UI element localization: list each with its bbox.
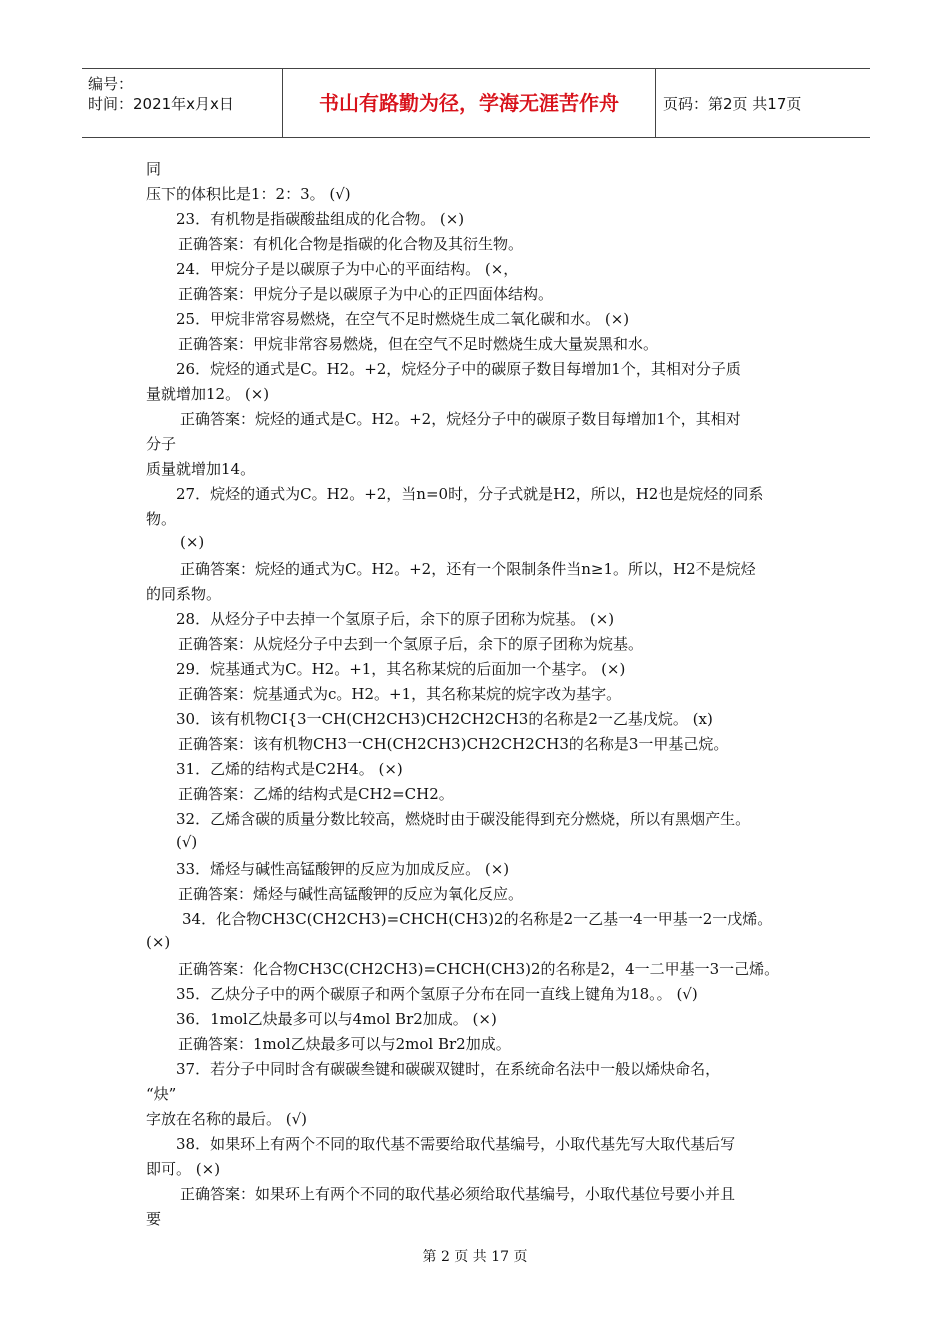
motto: 书山有路勤为径，学海无涯苦作舟 bbox=[283, 69, 656, 137]
text-line: 正确答案：烷基通式为c。H2。+1，其名称某烷的烷字改为基字。 bbox=[178, 685, 622, 703]
text-line: 正确答案：甲烷非常容易燃烧，但在空气不足时燃烧生成大量炭黑和水。 bbox=[178, 335, 659, 353]
time-label: 时间：2021年x月x日 bbox=[88, 95, 234, 113]
text-line: 26．烷烃的通式是C。H2。+2，烷烃分子中的碳原子数目每增加1个，其相对分子质 bbox=[176, 360, 741, 378]
text-line: 正确答案：1mol乙炔最多可以与2mol Br2加成。 bbox=[178, 1035, 511, 1053]
text-line: 正确答案：甲烷分子是以碳原子为中心的正四面体结构。 bbox=[178, 285, 554, 303]
text-line: 物。 bbox=[146, 510, 177, 528]
text-line: 压下的体积比是1：2：3。 (√) bbox=[146, 185, 351, 203]
page-code: 页码：第2页 共17页 bbox=[663, 95, 802, 113]
text-line: 的同系物。 bbox=[146, 585, 222, 603]
text-line: 23．有机物是指碳酸盐组成的化合物。 (×) bbox=[176, 210, 465, 228]
text-line: 29．烷基通式为C。H2。+1，其名称某烷的后面加一个基字。 (×) bbox=[176, 660, 626, 678]
number-label: 编号： bbox=[88, 75, 134, 93]
text-line: 28．从烃分子中去掉一个氢原子后，余下的原子团称为烷基。 (×) bbox=[176, 610, 615, 628]
text-line: 38．如果环上有两个不同的取代基不需要给取代基编号，小取代基先写大取代基后写 bbox=[176, 1135, 736, 1153]
text-line: “炔” bbox=[146, 1085, 177, 1103]
text-line: 24．甲烷分子是以碳原子为中心的平面结构。 (×， bbox=[176, 260, 519, 278]
page-footer: 第 2 页 共 17 页 bbox=[422, 1249, 528, 1265]
page-header bbox=[82, 68, 870, 138]
text-line: 33．烯烃与碱性高锰酸钾的反应为加成反应。 (×) bbox=[176, 860, 510, 878]
text-line: 27．烷烃的通式为C。H2。+2，当n=0时，分子式就是H2，所以，H2也是烷烃的同系 bbox=[176, 485, 764, 503]
text-line: 36．1mol乙炔最多可以与4mol Br2加成。 (×) bbox=[176, 1010, 497, 1028]
text-line: 30．该有机物CI{3一CH(CH2CH3)CH2CH2CH3的名称是2一乙基戊烷。 (x) bbox=[176, 710, 713, 728]
text-line: 35．乙炔分子中的两个碳原子和两个氢原子分布在同一直线上键角为18。。 (√) bbox=[176, 985, 698, 1003]
text-line: 分子 bbox=[146, 435, 177, 453]
text-line: 量就增加12。 (×) bbox=[146, 385, 270, 403]
text-line: 正确答案：从烷烃分子中去到一个氢原子后，余下的原子团称为烷基。 bbox=[178, 635, 644, 653]
text-line: 25．甲烷非常容易燃烧，在空气不足时燃烧生成二氧化碳和水。 (×) bbox=[176, 310, 630, 328]
text-line: (×) bbox=[180, 533, 205, 551]
text-line: 31．乙烯的结构式是C2H4。 (×) bbox=[176, 760, 403, 778]
text-line: 正确答案：如果环上有两个不同的取代基必须给取代基编号，小取代基位号要小并且 bbox=[180, 1185, 736, 1203]
text-line: 正确答案：烯烃与碱性高锰酸钾的反应为氧化反应。 bbox=[178, 885, 524, 903]
text-line: 34．化合物CH3C(CH2CH3)=CHCH(CH3)2的名称是2一乙基一4一甲基一2一戊烯。 bbox=[182, 910, 773, 928]
text-line: (√) bbox=[176, 833, 198, 851]
header-meta-cell bbox=[82, 69, 283, 137]
text-line: 32．乙烯含碳的质量分数比较高，燃烧时由于碳没能得到充分燃烧，所以有黑烟产生。 bbox=[176, 810, 751, 828]
text-line: 正确答案：化合物CH3C(CH2CH3)=CHCH(CH3)2的名称是2，4一二甲基一3一己烯。 bbox=[178, 960, 780, 978]
text-line: (×) bbox=[146, 933, 171, 951]
text-line: 正确答案：该有机物CH3一CH(CH2CH3)CH2CH2CH3的名称是3一甲基己烷。 bbox=[178, 735, 729, 753]
text-line: 要 bbox=[146, 1210, 162, 1228]
text-line: 质量就增加14。 bbox=[146, 460, 256, 478]
text-line: 正确答案：有机化合物是指碳的化合物及其衍生物。 bbox=[178, 235, 524, 253]
text-line: 字放在名称的最后。 (√) bbox=[146, 1110, 308, 1128]
text-line: 正确答案：乙烯的结构式是CH2=CH2。 bbox=[178, 785, 454, 803]
text-line: 同 bbox=[146, 160, 162, 178]
text-line: 正确答案：烷烃的通式为C。H2。+2，还有一个限制条件当n≥1。所以，H2不是烷烃 bbox=[180, 560, 756, 578]
text-line: 37．若分子中同时含有碳碳叁键和碳碳双键时，在系统命名法中一般以烯炔命名， bbox=[176, 1060, 721, 1078]
text-line: 即可。 (×) bbox=[146, 1160, 221, 1178]
text-line: 正确答案：烷烃的通式是C。H2。+2，烷烃分子中的碳原子数目每增加1个，其相对 bbox=[180, 410, 741, 428]
